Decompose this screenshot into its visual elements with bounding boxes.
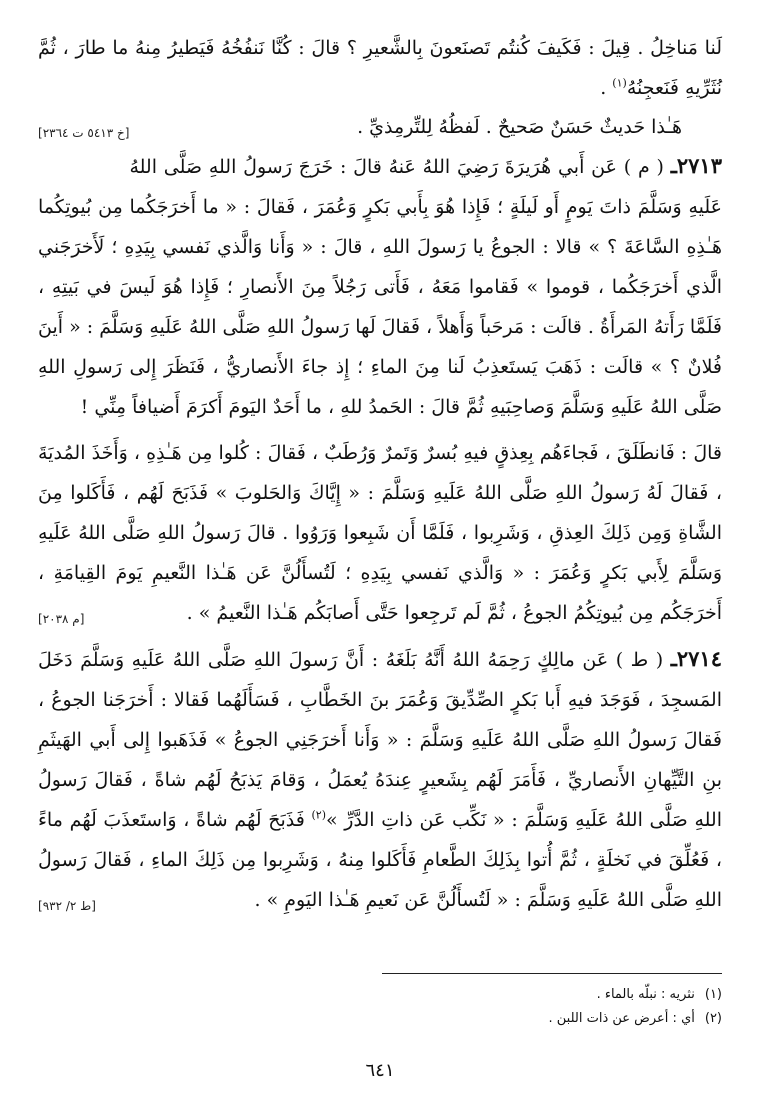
hadith-2713-text: ( م ) عَن أَبي هُرَيرَةَ رَضِيَ اللهُ عَنهُ قالَ : خَرَجَ رَسولُ اللهِ صَلَّى اللهُ عَلَيهِ وَسَلَّمَ ذاتَ يَومٍ أَو لَيلَةٍ ؛ فَإِذا هُوَ بِأَبي بَكرٍ وَعُمَرَ ، فَقالَ : « ما أَخرَجَكُما مِن بُيوتِكُما هَـٰذِهِ السَّاعَةَ ؟ » قالا : الجوعُ يا رَسولَ اللهِ ، قالَ : « وَأَنا وَالَّذي نَفسي بِيَدِهِ ؛ لَأَخرَجَني الَّذي أَخرَجَكُما ، قوموا » فَقاموا مَعَهُ ، فَأَتى رَجُلاً مِنَ الأَنصارِ ؛ فَإِذا هُوَ لَيسَ في بَيتِهِ ، فَلَمَّا رَأَتهُ المَرأَةُ . قالَت : مَرحَباً وَأَهلاً ، فَقالَ لَها رَسولُ اللهِ صَلَّى اللهُ عَلَيهِ وَسَلَّمَ : « أَينَ فُلانٌ ؟ » قالَت : ذَهَبَ يَستَعذِبُ لَنا مِنَ الماءِ ؛ إِذ جاءَ الأَنصاريُّ ، فَنَظَرَ إِلى رَسولِ اللهِ صَلَّى اللهُ عَلَيهِ وَسَلَّمَ وَصاحِبَيهِ ثُمَّ قالَ : الحَمدُ للهِ ، ما أَحَدٌ اليَومَ أَكرَمَ أَضيافاً مِنِّي ! xyxy=(38,156,722,418)
footnotes xyxy=(38,983,722,1031)
footnote-1 xyxy=(38,983,722,1007)
grade-text: هَـٰذا حَديثٌ حَسَنٌ صَحيحٌ . لَفظُهُ لِلتِّرمِذيِّ . xyxy=(357,116,682,138)
hadith-2714-reference: [ط ٢/ ٩٣٢] xyxy=(38,899,96,913)
hadith-2714-text: ( ط ) عَن مالِكٍ رَحِمَهُ اللهُ أَنَّهُ بَلَغَهُ : أَنَّ رَسولَ اللهِ صَلَّى اللهُ عَلَيهِ وَسَلَّمَ دَخَلَ المَسجِدَ ، فَوَجَدَ فيهِ أَبا بَكرٍ الصِّدِّيقَ وَعُمَرَ بنَ الخَطَّابِ ، فَسَأَلَهُما فَقالا : أَخرَجَنا الجوعُ ، فَقالَ رَسولُ اللهِ صَلَّى اللهُ عَلَيهِ وَسَلَّمَ : « وَأَنا أَخرَجَنِي الجوعُ » فَذَهَبوا إِلى أَبي الهَيثَمِ بنِ التَّيِّهانِ الأَنصاريِّ ، فَأَمَرَ لَهُم بِشَعيرٍ عِندَهُ يُعمَلُ ، وَقامَ يَذبَحُ لَهُم شاةً ، فَقالَ رَسولُ اللهِ صَلَّى اللهُ عَلَيهِ وَسَلَّمَ : « نَكِّب عَن ذاتِ الدَّرِّ » xyxy=(38,649,723,831)
grade-line xyxy=(38,108,682,146)
intro-text: لَنا مَناخِلُ . قِيلَ : فَكَيفَ كُنتُم تَصنَعونَ بِالشَّعيرِ ؟ قالَ : كُنَّا نَنفُخُهُ فَيَطيرُ مِنهُ ما طارَ ، ثُمَّ نُثَرِّيهِ فَنَعجِنُهُ xyxy=(38,37,722,99)
footnote-1-text: نثريه : نبلّه بالماء . xyxy=(596,987,695,1002)
page-number: ٦٤١ xyxy=(365,1060,395,1081)
hadith-number-2713: ٢٧١٣ـ xyxy=(670,153,722,178)
footnote-2-text: أي : أعرض عن ذات اللبن . xyxy=(548,1011,695,1026)
intro-end: . xyxy=(600,77,613,99)
hadith-2714-text-after: فَذَبَحَ لَهُم شاةً ، وَاستَعذَبَ لَهُم ماءً ، فَعُلِّقَ في نَخلَةٍ ، ثُمَّ أُتوا بِذَلِكَ الطَّعامِ فَأَكَلوا مِنهُ ، وَشَرِبوا مِن ذَلِكَ الماءِ ، فَقالَ رَسولُ اللهِ صَلَّى اللهُ عَلَيهِ وَسَلَّمَ : « لَتُسأَلُنَّ عَن نَعيمِ هَـٰذا اليَومِ » . xyxy=(38,809,722,911)
hadith-2713 xyxy=(38,146,722,427)
book-page xyxy=(38,28,722,1081)
hadith-2713-reference: [م ٢٠٣٨] xyxy=(38,612,85,626)
intro-paragraph xyxy=(38,28,722,108)
footnote-marker-2: (٢) xyxy=(311,808,327,822)
footnote-marker-1: (١) xyxy=(612,76,627,90)
intro-reference: [خ ٥٤١٣ ت ٢٣٦٤] xyxy=(38,126,130,140)
hadith-2713-continuation xyxy=(38,433,722,633)
footnote-2-number: (٢) xyxy=(704,1011,722,1026)
hadith-number-2714: ٢٧١٤ـ xyxy=(670,646,722,671)
footnote-2 xyxy=(38,1007,722,1031)
footnote-1-number: (١) xyxy=(704,987,722,1002)
hadith-2714 xyxy=(38,639,722,920)
footnote-divider xyxy=(382,973,722,974)
hadith-2713-continuation-text: قالَ : فَانطَلَقَ ، فَجاءَهُم بِعِذقٍ فيهِ بُسرٌ وَتَمرٌ وَرُطَبٌ ، فَقالَ : كُلوا مِن هَـٰذِهِ ، وَأَخَذَ المُديَةَ ، فَقالَ لَهُ رَسولُ اللهِ صَلَّى اللهُ عَلَيهِ وَسَلَّمَ : « إِيَّاكَ وَالحَلوبَ » فَذَبَحَ لَهُم ، فَأَكَلوا مِنَ الشَّاةِ وَمِن ذَلِكَ العِذقِ ، وَشَرِبوا ، فَلَمَّا أَن شَبِعوا وَرَوُوا . قالَ رَسولُ اللهِ صَلَّى اللهُ عَلَيهِ وَسَلَّمَ لِأَبي بَكرٍ وَعُمَرَ : « وَالَّذي نَفسي بِيَدِهِ ؛ لَتُسأَلُنَّ عَن هَـٰذا النَّعيمِ يَومَ القِيامَةِ ، أَخرَجَكُم مِن بُيوتِكُمُ الجوعُ ، ثُمَّ لَم تَرجِعوا حَتَّى أَصابَكُم هَـٰذا النَّعيمُ » . xyxy=(38,442,722,624)
